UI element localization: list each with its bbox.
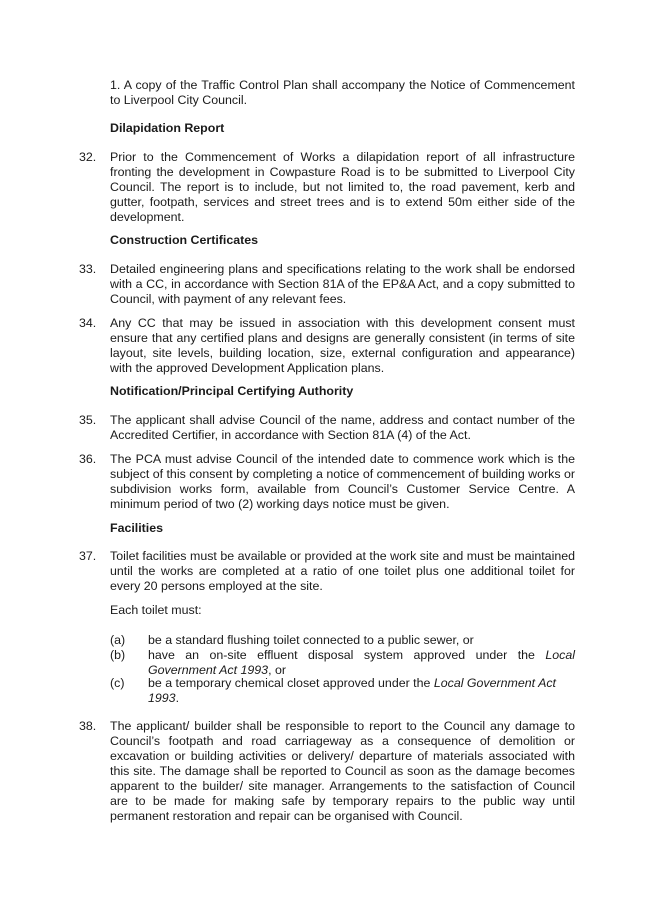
- condition-32-text: Prior to the Commencement of Works a dilapidation report of all infrastructure fronting the development in Cowpasture Road is to be submitted to Liverpool City Council. The report is to include, but not limited to, the road pavement, kerb and gutter, footpath, services and street trees and is to extend 50m either side of the development.: [110, 150, 575, 224]
- sub-item-b-text-part1: have an on-site effluent disposal system approved under the: [148, 648, 535, 662]
- condition-37-number: 37.: [79, 549, 97, 563]
- heading-dilapidation-report: Dilapidation Report: [110, 121, 225, 135]
- sub-item-b-label: (b): [110, 648, 126, 662]
- sub-item-c-label: (c): [110, 676, 125, 690]
- sub-item-b-text-part3: , or: [268, 663, 286, 677]
- condition-34-number: 34.: [79, 316, 97, 330]
- condition-33-number: 33.: [79, 262, 97, 276]
- sub-item-a-label: (a): [110, 633, 126, 647]
- condition-33-text: Detailed engineering plans and specifications relating to the work shall be endorsed with a CC, in accordance with Section 81A of the EP&A Act, and a copy submitted to Council, with payment of any relevant fees.: [110, 262, 575, 306]
- sub-item-c-act-name: Local Government Act 1993: [148, 676, 556, 705]
- sub-item-c-text-part3: .: [175, 691, 180, 705]
- condition-32-number: 32.: [79, 150, 97, 164]
- sub-item-c-text-part1: be a temporary chemical closet approved under the: [148, 676, 434, 690]
- sub-item-b-act-name: Local Government Act 1993: [148, 648, 575, 677]
- heading-construction-certificates: Construction Certificates: [110, 233, 259, 247]
- condition-37-text: Toilet facilities must be available or provided at the work site and must be maintained until the works are completed at a ratio of one toilet plus one additional toilet for every 20 persons employed at the site.: [110, 549, 575, 593]
- condition-1-text: 1. A copy of the Traffic Control Plan shall accompany the Notice of Commencement to Liverpool City Council.: [110, 78, 575, 107]
- sub-item-b-text: [148, 648, 575, 678]
- sub-item-c-text: [148, 676, 575, 706]
- condition-36-text: The PCA must advise Council of the intended date to commence work which is the subject of this consent by completing a notice of commencement of building works or subdivision works form, available from Council’s Customer Service Centre. A minimum period of two (2) working days notice must be given.: [110, 452, 575, 511]
- condition-36-number: 36.: [79, 452, 97, 466]
- condition-35-number: 35.: [79, 413, 97, 427]
- condition-34-text: Any CC that may be issued in association with this development consent must ensure that any certified plans and designs are generally consistent (in terms of site layout, site levels, building location, size, external configuration and appearance) with the approved Development Application plans.: [110, 316, 575, 375]
- condition-38-number: 38.: [79, 719, 97, 733]
- condition-38-text: The applicant/ builder shall be responsible to report to the Council any damage to Council’s footpath and road carriageway as a consequence of demolition or excavation or building activities or delivery/ departure of materials associated with this site. The damage shall be reported to Council as soon as the damage becomes apparent to the builder/ site manager. Arrangements to the satisfaction of Council are to be made for making safe by temporary repairs to the public way until permanent restoration and repair can be organised with Council.: [110, 719, 575, 823]
- condition-37-lead-in: Each toilet must:: [110, 603, 202, 617]
- sub-item-a-text: be a standard flushing toilet connected to a public sewer, or: [148, 633, 474, 647]
- heading-notification-pca: Notification/Principal Certifying Authority: [110, 384, 354, 398]
- heading-facilities: Facilities: [110, 521, 164, 535]
- condition-35-text: The applicant shall advise Council of the name, address and contact number of the Accredited Certifier, in accordance with Section 81A (4) of the Act.: [110, 413, 575, 442]
